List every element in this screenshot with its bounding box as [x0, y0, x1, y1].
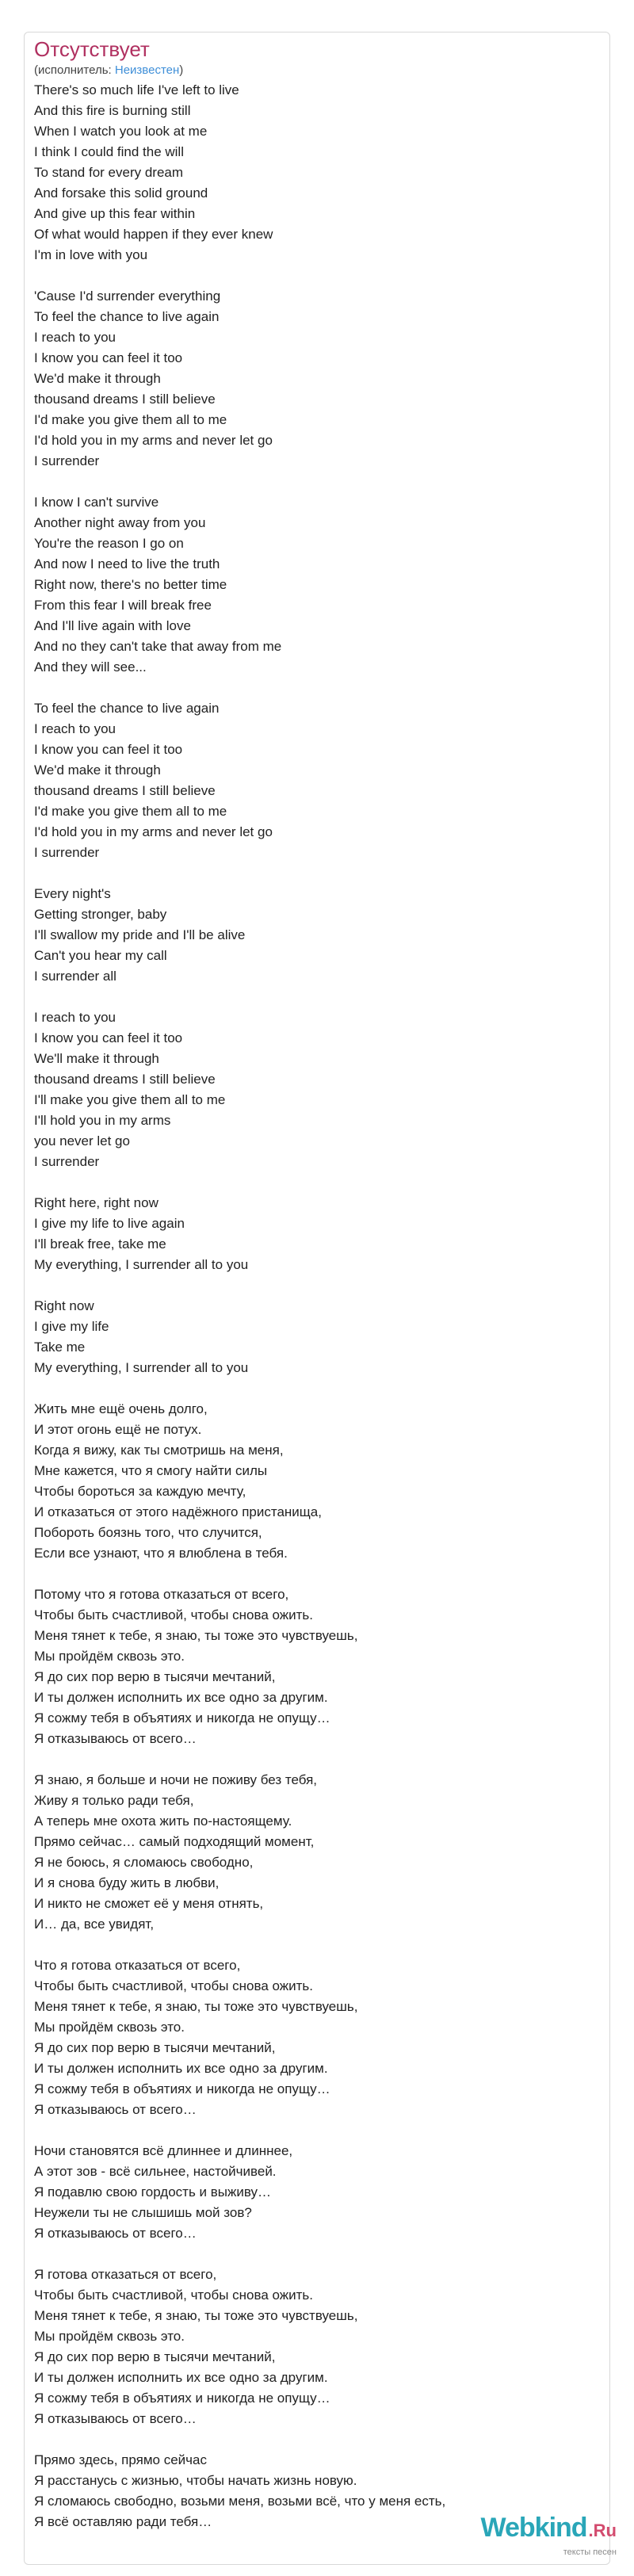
logo-wordmark: Webkind — [480, 2513, 587, 2543]
lyric-line: And give up this fear within — [34, 206, 196, 221]
lyric-line: When I watch you look at me — [34, 124, 208, 139]
logo-domain: .Ru — [588, 2521, 617, 2540]
lyric-line: I'm in love with you — [34, 247, 148, 262]
lyric-line: And no they can't take that away from me — [34, 639, 282, 654]
lyric-line: Чтобы быть счастливой, чтобы снова ожить. — [34, 2287, 314, 2303]
lyric-line: I give my life — [34, 1319, 109, 1334]
lyric-line: Я отказываюсь от всего… — [34, 2411, 197, 2426]
lyric-line: I'll hold you in my arms — [34, 1113, 171, 1128]
stanza-break — [34, 1172, 600, 1193]
stanza-break — [34, 1935, 600, 1955]
lyric-line: Мы пройдём сквозь это. — [34, 1649, 185, 1664]
lyric-line: To feel the chance to live again — [34, 701, 220, 716]
lyric-line: Another night away from you — [34, 515, 206, 530]
lyric-line: Мне кажется, что я смогу найти силы — [34, 1463, 268, 1478]
lyrics-body — [34, 80, 600, 2532]
lyric-line: Я сожму тебя в объятиях и никогда не опущу… — [34, 1710, 330, 1726]
lyric-line: I reach to you — [34, 721, 116, 736]
lyric-line: Я до сих пор верю в тысячи мечтаний, — [34, 2349, 276, 2364]
lyric-line: And this fire is burning still — [34, 103, 191, 118]
stanza-break — [34, 2120, 600, 2141]
lyric-line: Every night's — [34, 886, 111, 901]
lyric-line: Я до сих пор верю в тысячи мечтаний, — [34, 1669, 276, 1684]
lyric-line: Побороть боязнь того, что случится, — [34, 1525, 262, 1540]
stanza-break — [34, 1378, 600, 1399]
artist-line — [34, 63, 600, 77]
stanza-break — [34, 1564, 600, 1584]
lyric-line: I surrender — [34, 845, 100, 860]
lyric-line: Я сломаюсь свободно, возьми меня, возьми всё, что у меня есть, — [34, 2494, 446, 2509]
lyric-line: I reach to you — [34, 1010, 116, 1025]
lyric-line: I surrender all — [34, 969, 116, 984]
lyric-line: I surrender — [34, 1154, 100, 1169]
lyric-line: Я сожму тебя в объятиях и никогда не опущу… — [34, 2081, 330, 2096]
lyric-line: Я расстанусь с жизнью, чтобы начать жизнь новую. — [34, 2473, 357, 2488]
lyric-line: А этот зов - всё сильнее, настойчивей. — [34, 2164, 277, 2179]
lyric-line: I reach to you — [34, 330, 116, 345]
lyric-line: Right here, right now — [34, 1195, 158, 1210]
lyric-line: Of what would happen if they ever knew — [34, 227, 273, 242]
lyric-line: Can't you hear my call — [34, 948, 167, 963]
lyric-line: Я всё оставляю ради тебя… — [34, 2514, 212, 2529]
stanza-break — [34, 266, 600, 286]
lyric-line: And forsake this solid ground — [34, 185, 208, 201]
lyric-line: Getting stronger, baby — [34, 907, 167, 922]
lyric-line: И… да, все увидят, — [34, 1917, 155, 1932]
artist-suffix: ) — [179, 63, 184, 77]
lyric-line: Чтобы бороться за каждую мечту, — [34, 1484, 246, 1499]
lyric-line: Что я готова отказаться от всего, — [34, 1958, 241, 1973]
lyric-line: Мы пройдём сквозь это. — [34, 2329, 185, 2344]
lyric-line: I give my life to live again — [34, 1216, 185, 1231]
lyric-line: I'd hold you in my arms and never let go — [34, 824, 273, 839]
lyric-line: И я снова буду жить в любви, — [34, 1875, 220, 1890]
lyric-line: I'll swallow my pride and I'll be alive — [34, 927, 246, 942]
artist-prefix: (исполнитель: — [34, 63, 115, 77]
lyric-line: I'll break free, take me — [34, 1236, 166, 1252]
artist-link[interactable]: Неизвестен — [114, 63, 180, 77]
lyric-line: И никто не сможет её у меня отнять, — [34, 1896, 264, 1911]
lyric-line: Неужели ты не слышишь мой зов? — [34, 2205, 252, 2220]
lyric-line: And I'll live again with love — [34, 618, 191, 633]
lyric-line: I'd make you give them all to me — [34, 804, 227, 819]
lyric-line: И отказаться от этого надёжного пристанища, — [34, 1504, 322, 1519]
lyric-line: And now I need to live the truth — [34, 556, 220, 571]
lyric-line: Я готова отказаться от всего, — [34, 2267, 217, 2282]
stanza-break — [34, 2244, 600, 2265]
lyric-line: We'd make it through — [34, 762, 161, 778]
lyric-line: И ты должен исполнить их все одно за другим. — [34, 2061, 328, 2076]
lyric-line: Ночи становятся всё длиннее и длиннее, — [34, 2143, 293, 2158]
lyric-line: Когда я вижу, как ты смотришь на меня, — [34, 1443, 284, 1458]
lyric-line: I think I could find the will — [34, 144, 184, 159]
lyric-line: My everything, I surrender all to you — [34, 1257, 249, 1272]
lyric-line: И ты должен исполнить их все одно за другим. — [34, 2370, 328, 2385]
lyric-line: Меня тянет к тебе, я знаю, ты тоже это чувствуешь, — [34, 2308, 358, 2323]
lyric-line: I know you can feel it too — [34, 742, 183, 757]
lyric-line: Если все узнают, что я влюблена в тебя. — [34, 1546, 288, 1561]
lyric-line: И ты должен исполнить их все одно за другим. — [34, 1690, 328, 1705]
lyric-line: И этот огонь ещё не потух. — [34, 1422, 202, 1437]
lyric-line: Я знаю, я больше и ночи не поживу без тебя, — [34, 1772, 318, 1787]
lyric-line: We'll make it through — [34, 1051, 159, 1066]
lyric-line: Потому что я готова отказаться от всего, — [34, 1587, 289, 1602]
lyric-line: 'Cause I'd surrender everything — [34, 289, 221, 304]
stanza-break — [34, 472, 600, 492]
lyric-line: I know I can't survive — [34, 495, 159, 510]
lyric-line: To stand for every dream — [34, 165, 184, 180]
logo-tagline: тексты песен — [563, 2547, 617, 2557]
lyric-line: You're the reason I go on — [34, 536, 184, 551]
lyric-line: Я сожму тебя в объятиях и никогда не опущу… — [34, 2391, 330, 2406]
lyric-line: And they will see... — [34, 659, 147, 675]
lyric-line: I'd make you give them all to me — [34, 412, 227, 427]
lyric-line: Я отказываюсь от всего… — [34, 2102, 197, 2117]
lyric-line: Take me — [34, 1340, 86, 1355]
stanza-break — [34, 987, 600, 1007]
lyric-line: Мы пройдём сквозь это. — [34, 2020, 185, 2035]
lyric-line: Прямо сейчас… самый подходящий момент, — [34, 1834, 315, 1849]
stanza-break — [34, 1749, 600, 1770]
lyric-line: I know you can feel it too — [34, 350, 183, 365]
lyric-line: Я подавлю свою гордость и выживу… — [34, 2184, 272, 2200]
lyric-line: There's so much life I've left to live — [34, 82, 239, 97]
stanza-break — [34, 678, 600, 698]
lyric-line: Меня тянет к тебе, я знаю, ты тоже это чувствуешь, — [34, 1628, 358, 1643]
lyric-line: Right now, there's no better time — [34, 577, 227, 592]
stanza-break — [34, 863, 600, 884]
lyric-line: Жить мне ещё очень долго, — [34, 1401, 208, 1416]
lyric-line: We'd make it through — [34, 371, 161, 386]
lyric-line: I surrender — [34, 453, 100, 468]
lyric-line: thousand dreams I still believe — [34, 1072, 216, 1087]
lyric-line: Чтобы быть счастливой, чтобы снова ожить. — [34, 1607, 314, 1622]
lyric-line: Меня тянет к тебе, я знаю, ты тоже это чувствуешь, — [34, 1999, 358, 2014]
lyric-line: Я отказываюсь от всего… — [34, 2226, 197, 2241]
lyric-line: Чтобы быть счастливой, чтобы снова ожить. — [34, 1978, 314, 1993]
lyrics-card — [24, 32, 610, 2565]
lyric-line: I'll make you give them all to me — [34, 1092, 226, 1107]
stanza-break — [34, 2429, 600, 2450]
lyric-line: Прямо здесь, прямо сейчас — [34, 2452, 207, 2467]
lyric-line: Я не боюсь, я сломаюсь свободно, — [34, 1855, 254, 1870]
lyric-line: To feel the chance to live again — [34, 309, 220, 324]
lyric-line: My everything, I surrender all to you — [34, 1360, 249, 1375]
lyric-line: thousand dreams I still believe — [34, 783, 216, 798]
lyric-line: Right now — [34, 1298, 94, 1313]
lyric-line: you never let go — [34, 1133, 130, 1148]
lyric-line: thousand dreams I still believe — [34, 392, 216, 407]
lyric-line: А теперь мне охота жить по-настоящему. — [34, 1814, 292, 1829]
lyric-line: I'd hold you in my arms and never let go — [34, 433, 273, 448]
lyric-line: Живу я только ради тебя, — [34, 1793, 194, 1808]
stanza-break — [34, 1275, 600, 1296]
lyric-line: I know you can feel it too — [34, 1030, 183, 1045]
lyric-line: Я отказываюсь от всего… — [34, 1731, 197, 1746]
lyric-line: Я до сих пор верю в тысячи мечтаний, — [34, 2040, 276, 2055]
lyric-line: From this fear I will break free — [34, 598, 212, 613]
song-title: Отсутствует — [34, 37, 150, 61]
site-logo[interactable] — [481, 2513, 617, 2544]
